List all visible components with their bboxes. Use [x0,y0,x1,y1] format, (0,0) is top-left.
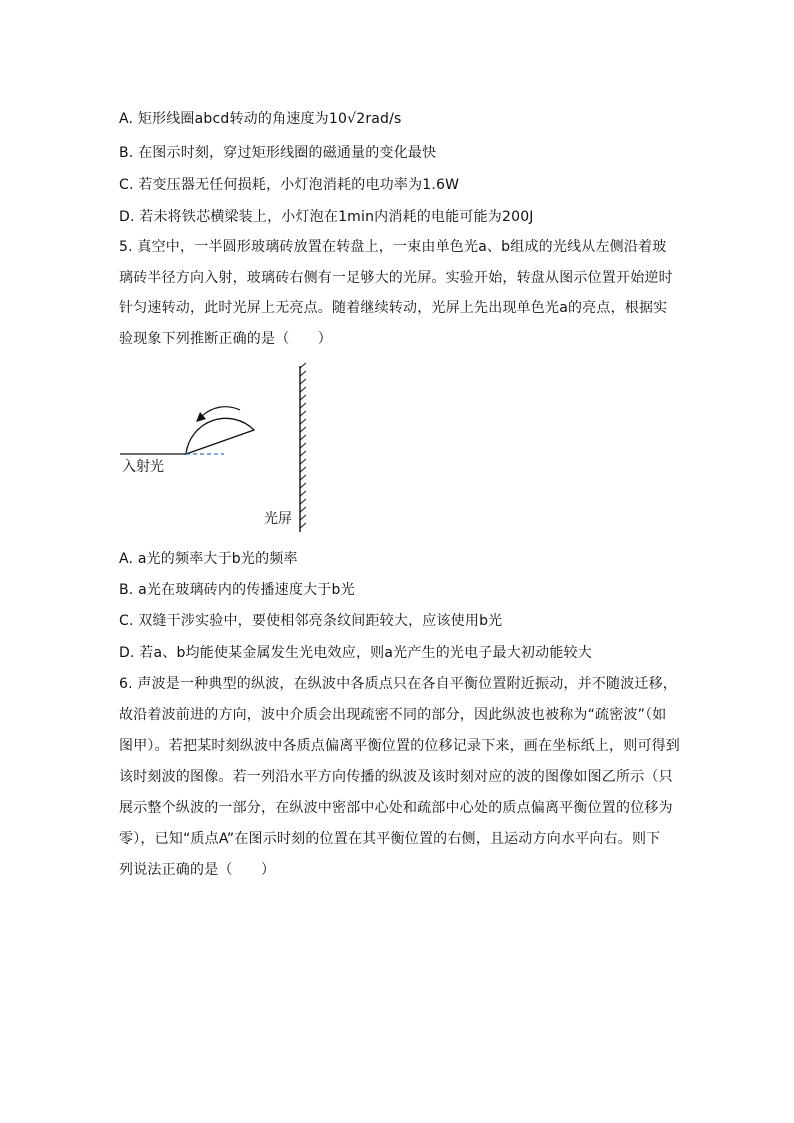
screen-label: 光屏 [264,511,292,527]
question-6-line-3: 图甲）。若把某时刻纵波中各质点偏离平衡位置的位移记录下来，画在坐标纸上，则可得到 [119,738,680,754]
option-4a: A. 矩形线圈abcd转动的角速度为10√2rad/s [119,111,402,127]
question-6-line-4: 该时刻波的图像。若一列沿水平方向传播的纵波及该时刻对应的波的图像如图乙所示（只 [119,769,673,785]
question-5-line-3: 针匀速转动，此时光屏上无亮点。随着继续转动，光屏上先出现单色光a的亮点，根据实 [119,300,668,316]
question-5-line-1: 5. 真空中，一半圆形玻璃砖放置在转盘上，一束由单色光a、b组成的光线从左侧沿着玻 [119,239,667,255]
glass-brick-figure [100,360,340,540]
screen-hatch [300,363,306,528]
option-4c: C. 若变压器无任何损耗，小灯泡消耗的电功率为1.6W [119,177,460,193]
question-6-line-1: 6. 声波是一种典型的纵波，在纵波中各质点只在各自平衡位置附近振动，并不随波迁移， [119,676,678,692]
option-5d: D. 若a、b均能使某金属发生光电效应，则a光产生的光电子最大初动能较大 [119,645,592,661]
semicircle-glass-brick [186,418,254,454]
question-6-line-7: 列说法正确的是（ ） [119,862,276,878]
question-5-line-4: 验现象下列推断正确的是（ ） [119,331,332,347]
question-6-line-2: 故沿着波前进的方向，波中介质会出现疏密不同的部分，因此纵波也被称为“疏密波”（如 [119,707,667,723]
rotation-arc [202,407,240,416]
incident-light-label: 入射光 [122,459,164,475]
option-5c: C. 双缝干涉实验中，要使相邻亮条纹间距较大，应该使用b光 [119,613,503,629]
option-4b: B. 在图示时刻，穿过矩形线圈的磁通量的变化最快 [119,145,437,161]
question-6-line-5: 展示整个纵波的一部分，在纵波中密部中心处和疏部中心处的质点偏离平衡位置的位移为 [119,800,673,816]
question-5-line-2: 璃砖半径方向入射，玻璃砖右侧有一足够大的光屏。实验开始，转盘从图示位置开始逆时 [119,270,673,286]
option-4d: D. 若未将铁芯横梁装上，小灯泡在1min内消耗的电能可能为200J [119,209,534,225]
option-5a: A. a光的频率大于b光的频率 [119,551,298,567]
question-6-line-6: 零），已知“质点A”在图示时刻的位置在其平衡位置的右侧，且运动方向水平向右。则下 [119,831,661,847]
option-5b: B. a光在玻璃砖内的传播速度大于b光 [119,582,355,598]
glass-brick-diagram [100,360,340,540]
